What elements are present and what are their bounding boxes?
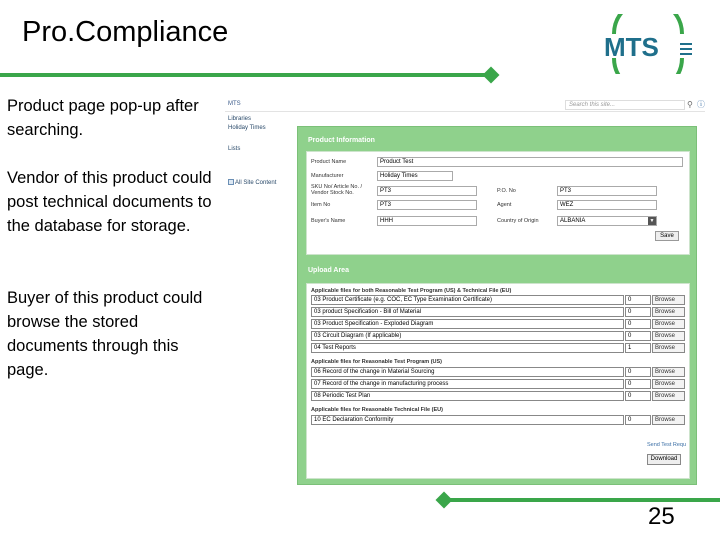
product-page-screenshot [225,98,705,488]
logo-text: MTS [604,32,659,62]
item-label: Item No [311,202,331,208]
manufacturer-label: Manufacturer [311,173,344,179]
file-row-count: 0 [625,379,651,389]
browse-button[interactable]: Browse [652,367,685,377]
file-row-name: 03 Product Specification - Exploded Diagram [311,319,624,329]
agent-field[interactable]: WEZ [557,200,657,210]
agent-label: Agent [497,202,512,208]
section-us-label: Applicable files for Reasonable Test Program (US) [311,359,443,365]
file-row [311,415,685,425]
file-row [311,331,685,341]
section-both-label: Applicable files for both Reasonable Test Program (US) & Technical File (EU) [311,288,512,294]
send-test-request-link[interactable]: Send Test Requ [647,442,687,448]
file-row [311,343,685,353]
all-site-content-icon [228,179,234,185]
country-select[interactable] [557,216,657,226]
file-row-name: 08 Periodic Test Plan [311,391,624,401]
file-row [311,295,685,305]
paragraph-popup: Product page pop-up after searching. [7,97,199,139]
file-row-name: 03 Product Certificate (e.g. COC, EC Type Examination Certificate) [311,295,624,305]
upload-area [306,283,690,479]
file-row [311,379,685,389]
nav-holiday-times[interactable]: Holiday Times [228,125,266,131]
file-row-name: 10 EC Declaration Conformity [311,415,624,425]
file-row-count: 0 [625,391,651,401]
file-row-count: 0 [625,295,651,305]
page-number: 25 [648,503,675,530]
site-name-link[interactable]: MTS [228,101,241,107]
file-row-count: 0 [625,367,651,377]
product-popup-panel [297,126,697,485]
file-row-count: 0 [625,415,651,425]
save-button[interactable]: Save [655,231,679,241]
sku-label: SKU No/ Article No. / Vendor Stock No. [311,184,363,196]
file-row [311,319,685,329]
product-info-form [306,151,690,255]
manufacturer-field[interactable]: Holiday Times [377,171,453,181]
browse-button[interactable]: Browse [652,343,685,353]
file-row-name: 03 product Specification - Bill of Material [311,307,624,317]
po-label: P.O. No [497,188,516,194]
product-name-label: Product Name [311,159,347,165]
quick-launch-nav [225,112,295,192]
file-row-count: 0 [625,307,651,317]
top-divider [0,73,490,77]
download-button[interactable]: Download [647,454,681,465]
product-info-header: Product Information [308,137,375,144]
help-icon[interactable]: ⓘ [697,100,705,109]
search-input[interactable]: Search this site... [565,100,685,110]
browse-button[interactable]: Browse [652,319,685,329]
browse-button[interactable]: Browse [652,295,685,305]
nav-lists[interactable]: Lists [228,146,241,152]
file-row-name: 03 Circuit Diagram (If applicable) [311,331,624,341]
browse-button[interactable]: Browse [652,415,685,425]
sku-field[interactable]: PT3 [377,186,477,196]
chevron-down-icon[interactable]: ▼ [649,218,655,224]
slide-title: Pro.Compliance [22,16,229,48]
paragraph-vendor: Vendor of this product could post technical documents to the database for storage. [7,169,212,235]
file-row-count: 1 [625,343,651,353]
country-select-value: ALBANIA [560,218,586,224]
file-row [311,367,685,377]
nav-all-site-content[interactable]: All Site Content [235,180,277,186]
sharepoint-top-bar [225,98,705,112]
top-divider-diamond [483,67,500,84]
browse-button[interactable]: Browse [652,391,685,401]
product-name-field[interactable]: Product Test [377,157,683,167]
bottom-divider [444,498,720,502]
buyer-field[interactable]: HHH [377,216,477,226]
file-row [311,391,685,401]
browse-button[interactable]: Browse [652,379,685,389]
file-row-name: 04 Test Reports [311,343,624,353]
file-row [311,307,685,317]
paragraph-buyer: Buyer of this product could browse the stored documents through this page. [7,289,203,379]
bottom-divider-diamond [436,492,453,509]
browse-button[interactable]: Browse [652,307,685,317]
country-label: Country of Origin [497,218,539,224]
buyer-label: Buyer's Name [311,218,346,224]
file-row-count: 0 [625,319,651,329]
file-row-name: 06 Record of the change in Material Sourcing [311,367,624,377]
file-row-name: 07 Record of the change in manufacturing process [311,379,624,389]
item-field[interactable]: PT3 [377,200,477,210]
upload-area-header: Upload Area [308,267,349,274]
section-eu-label: Applicable files for Reasonable Technical File (EU) [311,407,443,413]
search-icon[interactable]: ⚲ [687,100,693,109]
nav-libraries[interactable]: Libraries [228,116,252,122]
mts-logo [600,14,696,74]
po-field[interactable]: PT3 [557,186,657,196]
browse-button[interactable]: Browse [652,331,685,341]
file-row-count: 0 [625,331,651,341]
